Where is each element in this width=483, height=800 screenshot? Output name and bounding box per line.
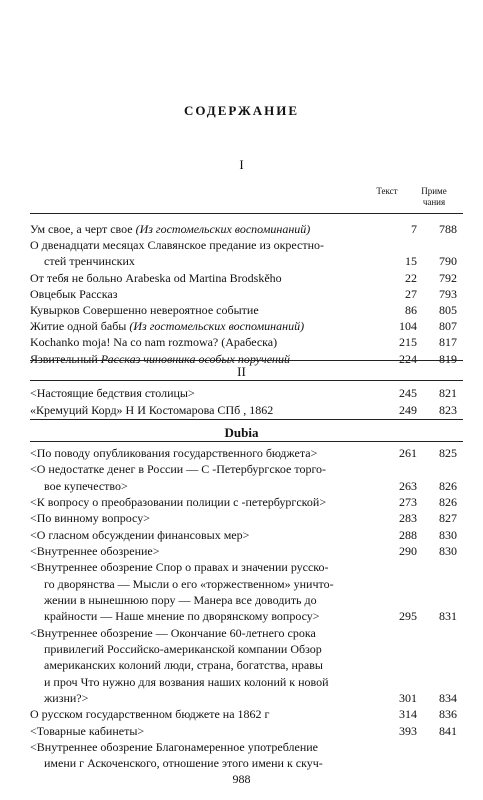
toc-entry-line: [30, 543, 463, 559]
toc-entry-line: [30, 270, 463, 286]
toc-notes-page: 790: [439, 254, 457, 269]
toc-entry-italic-text: (Из гостомельских воспоминаний): [135, 222, 311, 236]
toc-entry-title: [30, 706, 269, 722]
toc-entry-title: [30, 559, 329, 575]
section-heading-2: II: [237, 364, 246, 379]
toc-entry-title: [30, 318, 304, 334]
section-heading-1: I: [239, 157, 244, 172]
toc-notes-page: 825: [439, 446, 457, 460]
toc-entry-title: [30, 385, 195, 401]
column-header-notes-line-1: Приме: [421, 186, 447, 196]
toc-entry-text: Kochanko moja! Na co nam rozmowa? (Арабеска): [30, 335, 278, 350]
toc-notes-page: 826: [439, 495, 457, 509]
toc-entry-text: Овцебык Рассказ: [30, 286, 118, 301]
toc-entry-title: [30, 270, 282, 286]
toc-entry-line: [30, 253, 463, 269]
toc-entry-line: [30, 576, 463, 592]
toc-entry-text: Житие одной бабы: [30, 319, 130, 334]
toc-entry-text: <Настоящие бедствия столицы>: [30, 386, 195, 400]
toc-text-page: 215: [399, 335, 417, 350]
toc-entry-text: Ум свое, а черт свое: [30, 222, 136, 236]
toc-entry-line: [30, 690, 463, 706]
toc-entry-line: [30, 755, 463, 771]
toc-entry-title: [30, 510, 150, 526]
toc-text-page: 104: [399, 319, 417, 334]
toc-entry-title: [30, 543, 160, 559]
page-number: 988: [232, 772, 251, 786]
toc-entry-title: [30, 402, 273, 418]
toc-entry-title: [30, 461, 326, 477]
toc-entry-text: О двенадцати месяцах Славянское предание из окрестно-: [30, 238, 325, 253]
toc-entry-title: [30, 237, 324, 253]
toc-text-page: 290: [399, 544, 417, 558]
toc-entry-title: [44, 576, 334, 592]
toc-text-page: 273: [399, 495, 417, 509]
toc-entry-line: [30, 302, 463, 318]
section-rule: [30, 380, 463, 381]
toc-text-page: 249: [399, 402, 417, 417]
toc-entry-text: имени г Аскоченского, отношение этого имени к скуч-: [44, 756, 323, 771]
toc-text-page: 224: [399, 351, 417, 366]
toc-entry-line: [30, 385, 463, 401]
toc-notes-page: 834: [439, 691, 457, 705]
toc-notes-page: 841: [439, 723, 457, 738]
toc-entry-text: <О недостатке денег в России — С -Петербургское торго-: [30, 462, 327, 477]
page-title: СОДЕРЖАНИЕ: [183, 103, 300, 118]
toc-entry-line: [30, 445, 463, 461]
column-header-notes-line-2: чания: [422, 197, 446, 207]
toc-entry-title: [44, 657, 323, 673]
toc-entry-title: [30, 221, 310, 237]
toc-notes-page: 819: [439, 351, 457, 366]
toc-notes-page: 830: [439, 527, 457, 542]
toc-text-page: 393: [399, 723, 417, 738]
toc-entry-title: [44, 674, 329, 690]
toc-entry-text: <Внутреннее обозрение Благонамеренное употребление: [30, 739, 318, 754]
section-rule: [30, 213, 463, 214]
toc-entry-line: [30, 592, 463, 608]
toc-entry-line: [30, 221, 463, 237]
toc-text-page: 7: [411, 222, 417, 236]
toc-entry-line: [30, 657, 463, 673]
toc-entry-line: [30, 318, 463, 334]
toc-entry-text: <К вопросу о преобразовании полиции с -петербургской>: [30, 495, 327, 509]
toc-notes-page: 788: [439, 222, 457, 236]
toc-text-page: 245: [399, 386, 417, 400]
toc-entry-line: [30, 527, 463, 543]
column-header-text: Текст: [376, 186, 398, 196]
toc-entry-text: <Внутреннее обозрение>: [30, 544, 160, 558]
toc-notes-page: 793: [439, 286, 457, 301]
toc-entry-text: го дворянства — Мысли о его «торжественном» уничто-: [44, 576, 334, 591]
toc-entry-line: [30, 723, 463, 739]
toc-entry-text: <Внутреннее обозрение — Окончание 60-летнего срока: [30, 625, 316, 640]
toc-text-page: 263: [399, 478, 417, 493]
toc-text-page: 261: [399, 446, 417, 460]
toc-entry-text: американских колоний люди, страна, богатства, нравы: [44, 658, 323, 673]
toc-entry-title: [44, 608, 320, 624]
toc-entry-title: [30, 723, 144, 739]
toc-text-page: 295: [399, 609, 417, 624]
toc-entry-line: [30, 641, 463, 657]
toc-entry-text: жении в нынешнюю пору — Манера все доводить до: [44, 593, 317, 607]
toc-notes-page: 807: [439, 319, 457, 334]
toc-entry-line: [30, 625, 463, 641]
toc-entry-text: «Кремуций Корд» Н И Костомарова СПб , 1862: [30, 402, 274, 417]
toc-notes-page: 826: [439, 478, 457, 493]
toc-entry-line: [30, 608, 463, 624]
toc-entry-italic-text: Рассказ чиновника особых поручений: [100, 351, 290, 366]
toc-entry-line: [30, 510, 463, 526]
toc-entry-title: [30, 302, 259, 318]
toc-text-page: 283: [399, 511, 417, 526]
toc-entry-text: привилегий Российско-американской компании Обзор: [44, 642, 322, 656]
toc-entry-line: [30, 478, 463, 494]
toc-entry-title: [30, 625, 316, 641]
toc-entry-text: Язвительный: [30, 351, 101, 366]
toc-entry-line: [30, 334, 463, 350]
toc-entry-text: <Внутреннее обозрение Спор о правах и значении русско-: [30, 560, 329, 575]
toc-text-page: 288: [399, 527, 417, 542]
toc-text-page: 22: [405, 270, 417, 285]
toc-entry-line: [30, 559, 463, 575]
toc-entry-text: О русском государственном бюджете на 1862 г: [30, 707, 270, 722]
toc-notes-page: 836: [439, 707, 457, 722]
toc-text-page: 314: [399, 707, 417, 722]
toc-entry-line: [30, 739, 463, 755]
toc-text-page: 15: [405, 254, 417, 269]
toc-entry-title: [44, 755, 323, 771]
toc-notes-page: 827: [439, 511, 457, 526]
toc-notes-page: 830: [439, 544, 457, 558]
toc-text-page: 301: [399, 691, 417, 705]
toc-entry-title: [44, 641, 322, 657]
toc-entry-title: [44, 253, 135, 269]
toc-notes-page: 792: [439, 270, 457, 285]
section-rule: [30, 441, 463, 442]
toc-entry-title: [44, 478, 128, 494]
toc-entry-line: [30, 402, 463, 418]
toc-entry-title: [30, 527, 249, 543]
toc-entry-italic-text: (Из гостомельских воспоминаний): [129, 319, 305, 334]
toc-entry-line: [30, 286, 463, 302]
toc-notes-page: 831: [439, 609, 457, 624]
toc-entry-text: стей тренчинских: [44, 254, 135, 269]
toc-notes-page: 805: [439, 303, 457, 317]
toc-notes-page: 823: [439, 402, 457, 417]
toc-entry-title: [30, 334, 277, 350]
toc-entry-text: От тебя не больно Arabeska od Martina Brodskěho: [30, 270, 282, 285]
toc-entry-text: <По винному вопросу>: [30, 511, 150, 526]
toc-entry-text: крайности — Наше мнение по дворянскому вопросу>: [44, 609, 320, 624]
toc-entry-text: вое купечество>: [44, 478, 128, 493]
toc-entry-text: <О гласном обсуждении финансовых мер>: [30, 527, 250, 542]
toc-entry-line: [30, 706, 463, 722]
toc-entry-text: <Товарные кабинеты>: [30, 723, 145, 738]
toc-notes-page: 821: [439, 386, 457, 400]
toc-entry-title: [30, 739, 318, 755]
toc-entry-text: и проч Что нужно для возвания наших колоний к новой: [44, 674, 329, 689]
toc-text-page: 27: [405, 286, 417, 301]
toc-entry-line: [30, 494, 463, 510]
section-rule: [30, 419, 463, 420]
toc-text-page: 86: [405, 303, 417, 317]
toc-entry-text: <По поводу опубликования государственного бюджета>: [30, 446, 318, 460]
section-heading-3: Dubia: [224, 425, 259, 440]
toc-entry-line: [30, 461, 463, 477]
toc-entry-title: [30, 445, 317, 461]
toc-entry-line: [30, 674, 463, 690]
toc-entry-title: [30, 494, 326, 510]
toc-entry-text: Кувырков Совершенно невероятное событие: [30, 303, 259, 317]
toc-entry-title: [44, 592, 317, 608]
toc-entry-title: [44, 690, 88, 706]
section-rule: [30, 360, 463, 361]
toc-entry-text: жизни?>: [44, 691, 89, 705]
toc-notes-page: 817: [439, 335, 457, 350]
toc-entry-title: [30, 286, 117, 302]
toc-entry-line: [30, 237, 463, 253]
column-header-notes: [412, 186, 456, 208]
